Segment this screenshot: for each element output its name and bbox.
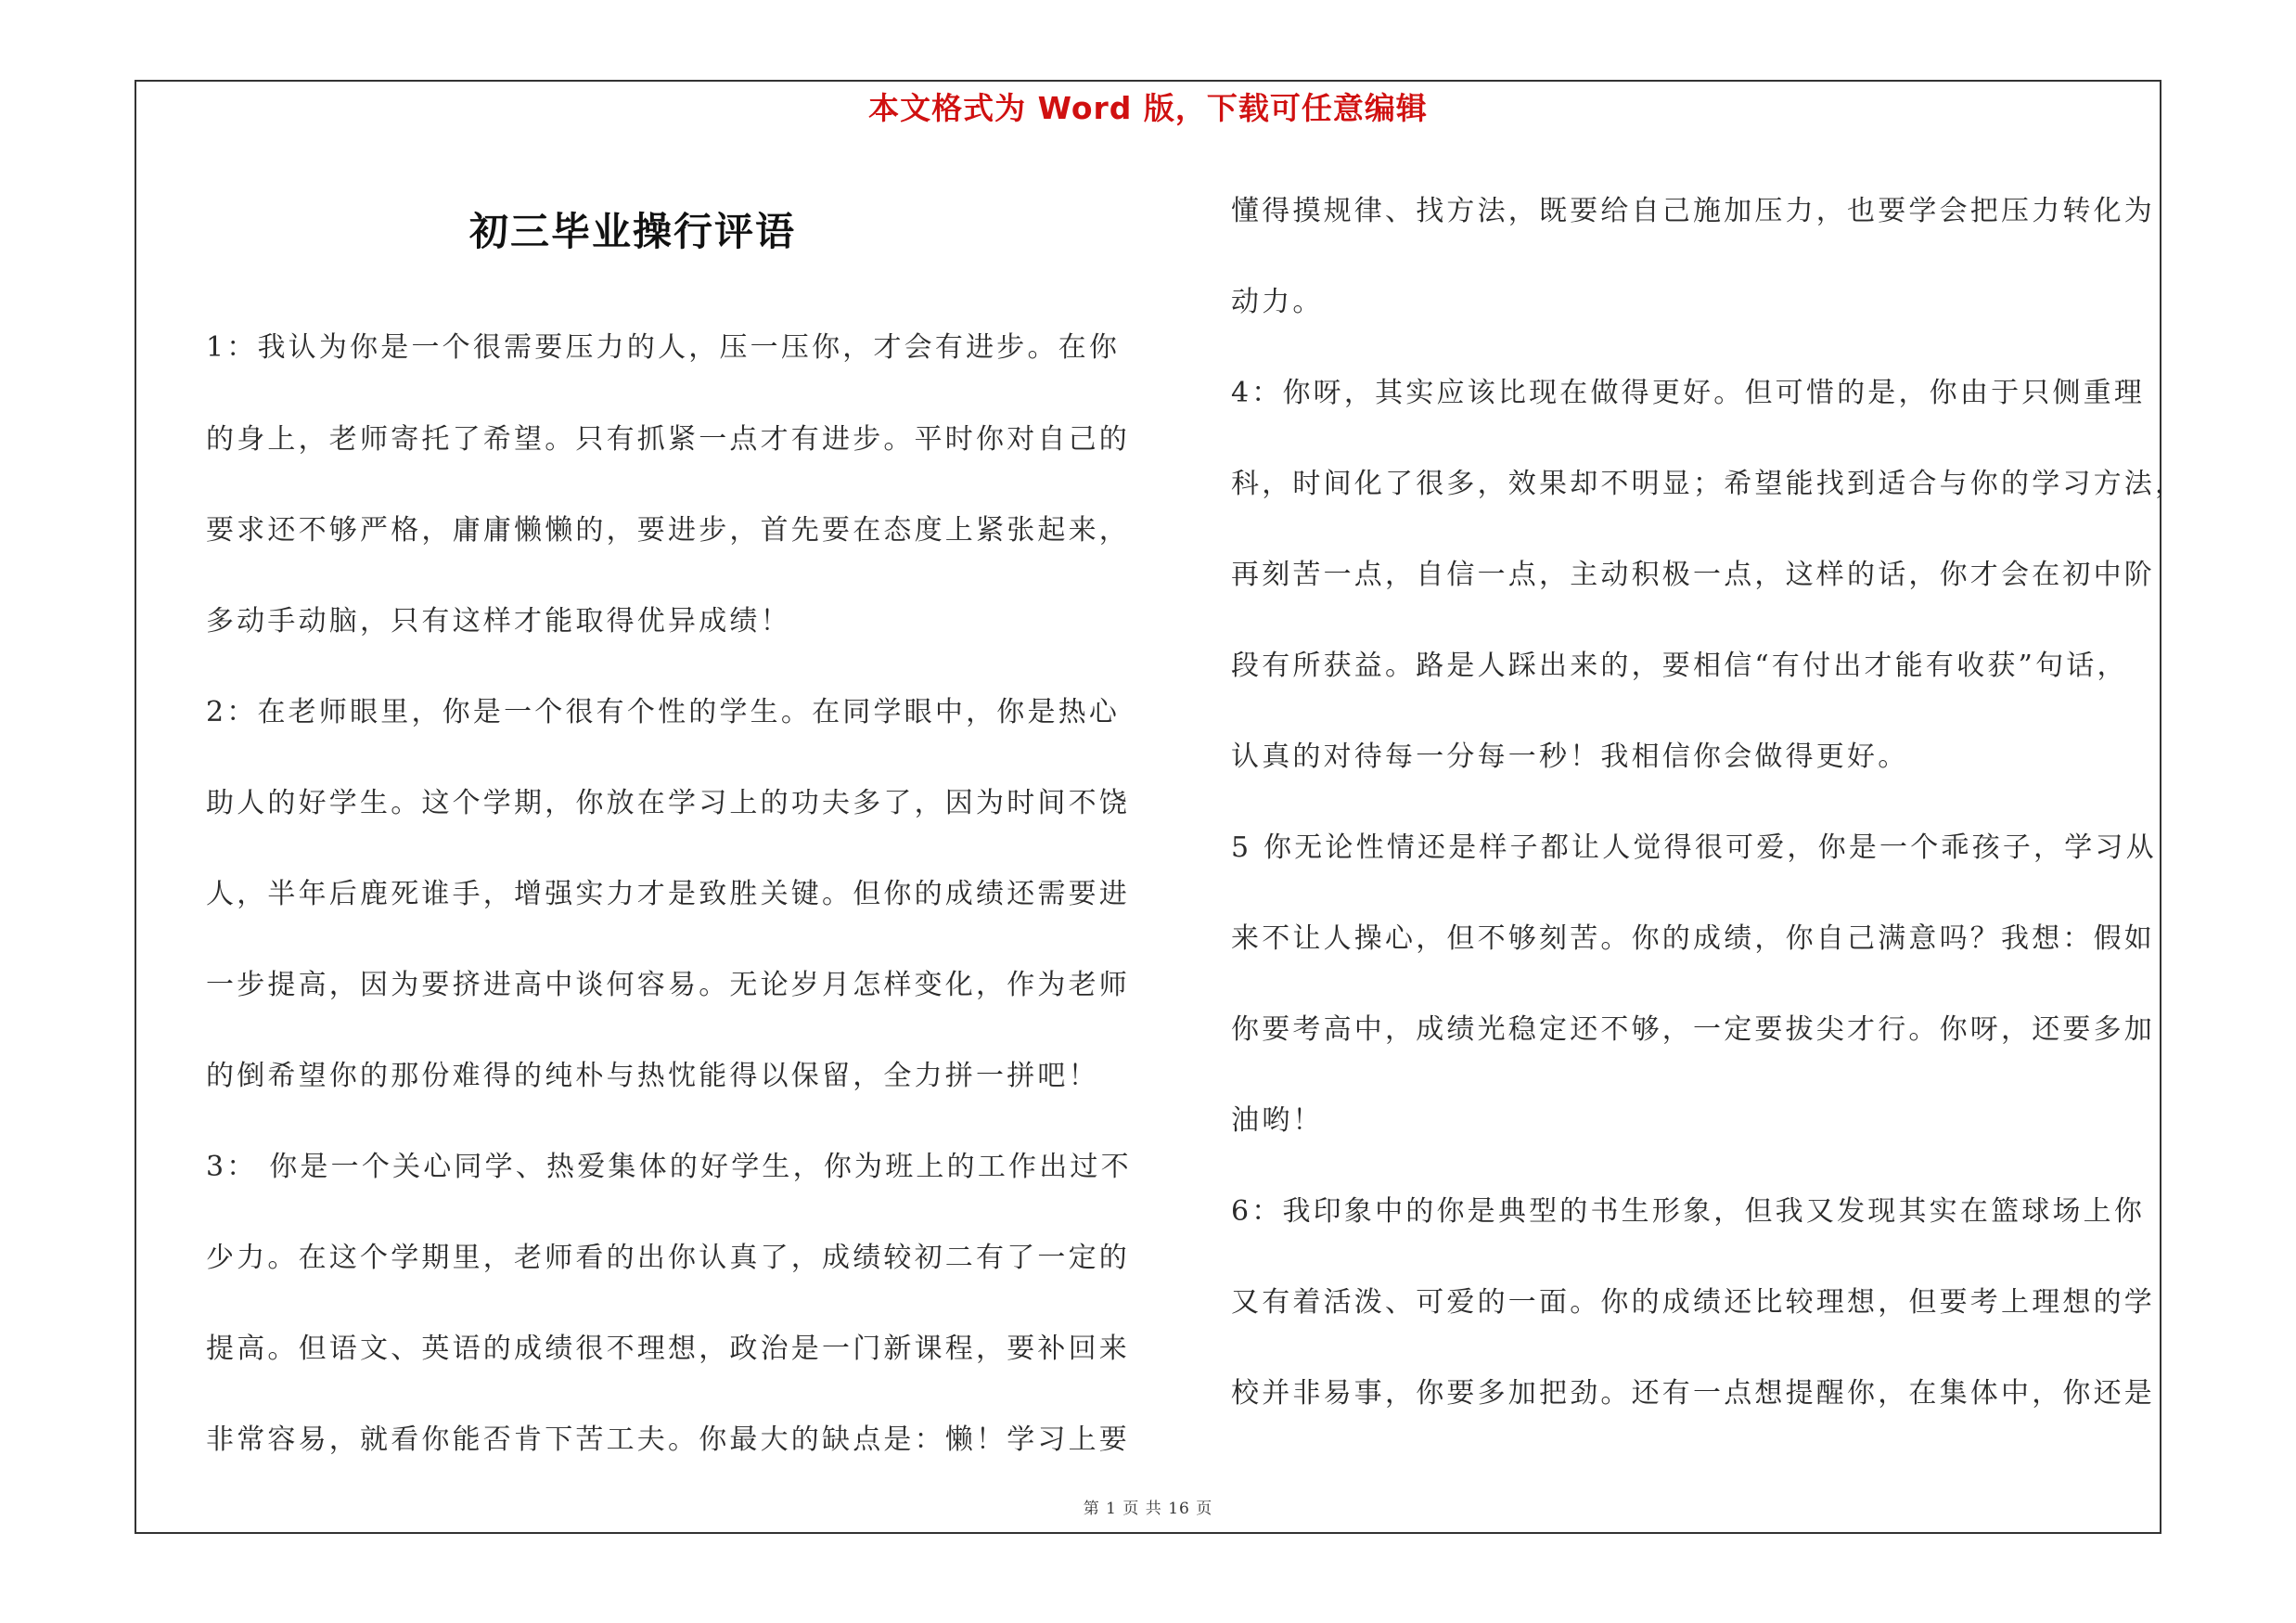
- body-text-line: 一步提高，因为要挤进高中谈何容易。无论岁月怎样变化，作为老师: [206, 969, 1130, 1001]
- body-text-line: 你要考高中，成绩光稳定还不够，一定要拔尖才行。你呀，还要多加: [1231, 1013, 2155, 1046]
- body-text-line: 人，半年后鹿死谁手，增强实力才是致胜关键。但你的成绩还需要进: [206, 878, 1130, 910]
- body-text-line: 懂得摸规律、找方法，既要给自己施加压力，也要学会把压力转化为: [1231, 195, 2155, 227]
- body-text-line: 6：我印象中的你是典型的书生形象，但我又发现其实在篮球场上你: [1231, 1195, 2146, 1228]
- body-text-line: 段有所获益。路是人踩出来的，要相信“有付出才能有收获”句话，: [1231, 650, 2128, 682]
- body-text-line: 4：你呀，其实应该比现在做得更好。但可惜的是，你由于只侧重理: [1231, 377, 2146, 409]
- body-text-line: 来不让人操心，但不够刻苦。你的成绩，你自己满意吗？我想：假如: [1231, 922, 2155, 955]
- body-text-line: 又有着活泼、可爱的一面。你的成绩还比较理想，但要考上理想的学: [1231, 1286, 2155, 1319]
- body-text-line: 2：在老师眼里，你是一个很有个性的学生。在同学眼中，你是热心: [206, 696, 1121, 728]
- body-text-line: 的倒希望你的那份难得的纯朴与热忱能得以保留，全力拼一拼吧！: [206, 1060, 1099, 1092]
- word-format-banner: 本文格式为 Word 版，下载可任意编辑: [868, 90, 1428, 126]
- body-text-line: 要求还不够严格，庸庸懒懒的，要进步，首先要在态度上紧张起来，: [206, 514, 1130, 547]
- body-text-line: 提高。但语文、英语的成绩很不理想，政治是一门新课程，要补回来: [206, 1333, 1130, 1365]
- body-text-line: 认真的对待每一分每一秒！我相信你会做得更好。: [1231, 741, 1909, 773]
- body-text-line: 非常容易，就看你能否肯下苦工夫。你最大的缺点是：懒！学习上要: [206, 1423, 1130, 1456]
- body-text-line: 多动手动脑，只有这样才能取得优异成绩！: [206, 605, 791, 638]
- body-text-line: 3： 你是一个关心同学、热爱集体的好学生，你为班上的工作出过不: [206, 1151, 1132, 1183]
- body-text-line: 1：我认为你是一个很需要压力的人，压一压你，才会有进步。在你: [206, 331, 1121, 364]
- page-number-footer: 第 1 页 共 16 页: [1083, 1500, 1213, 1518]
- body-text-line: 助人的好学生。这个学期，你放在学习上的功夫多了，因为时间不饶: [206, 787, 1130, 819]
- body-text-line: 再刻苦一点，自信一点，主动积极一点，这样的话，你才会在初中阶: [1231, 559, 2155, 591]
- body-text-line: 科，时间化了很多，效果却不明显；希望能找到适合与你的学习方法，: [1231, 468, 2187, 500]
- body-text-line: 少力。在这个学期里，老师看的出你认真了，成绩较初二有了一定的: [206, 1242, 1130, 1274]
- body-text-line: 5 你无论性情还是样子都让人觉得很可爱，你是一个乖孩子，学习从: [1231, 831, 2157, 864]
- body-text-line: 校并非易事，你要多加把劲。还有一点想提醒你，在集体中，你还是: [1231, 1377, 2155, 1410]
- body-text-line: 油哟！: [1231, 1104, 1324, 1137]
- body-text-line: 的身上，老师寄托了希望。只有抓紧一点才有进步。平时你对自己的: [206, 423, 1130, 456]
- body-text-line: 动力。: [1231, 286, 1324, 318]
- document-title: 初三毕业操行评语: [468, 209, 796, 254]
